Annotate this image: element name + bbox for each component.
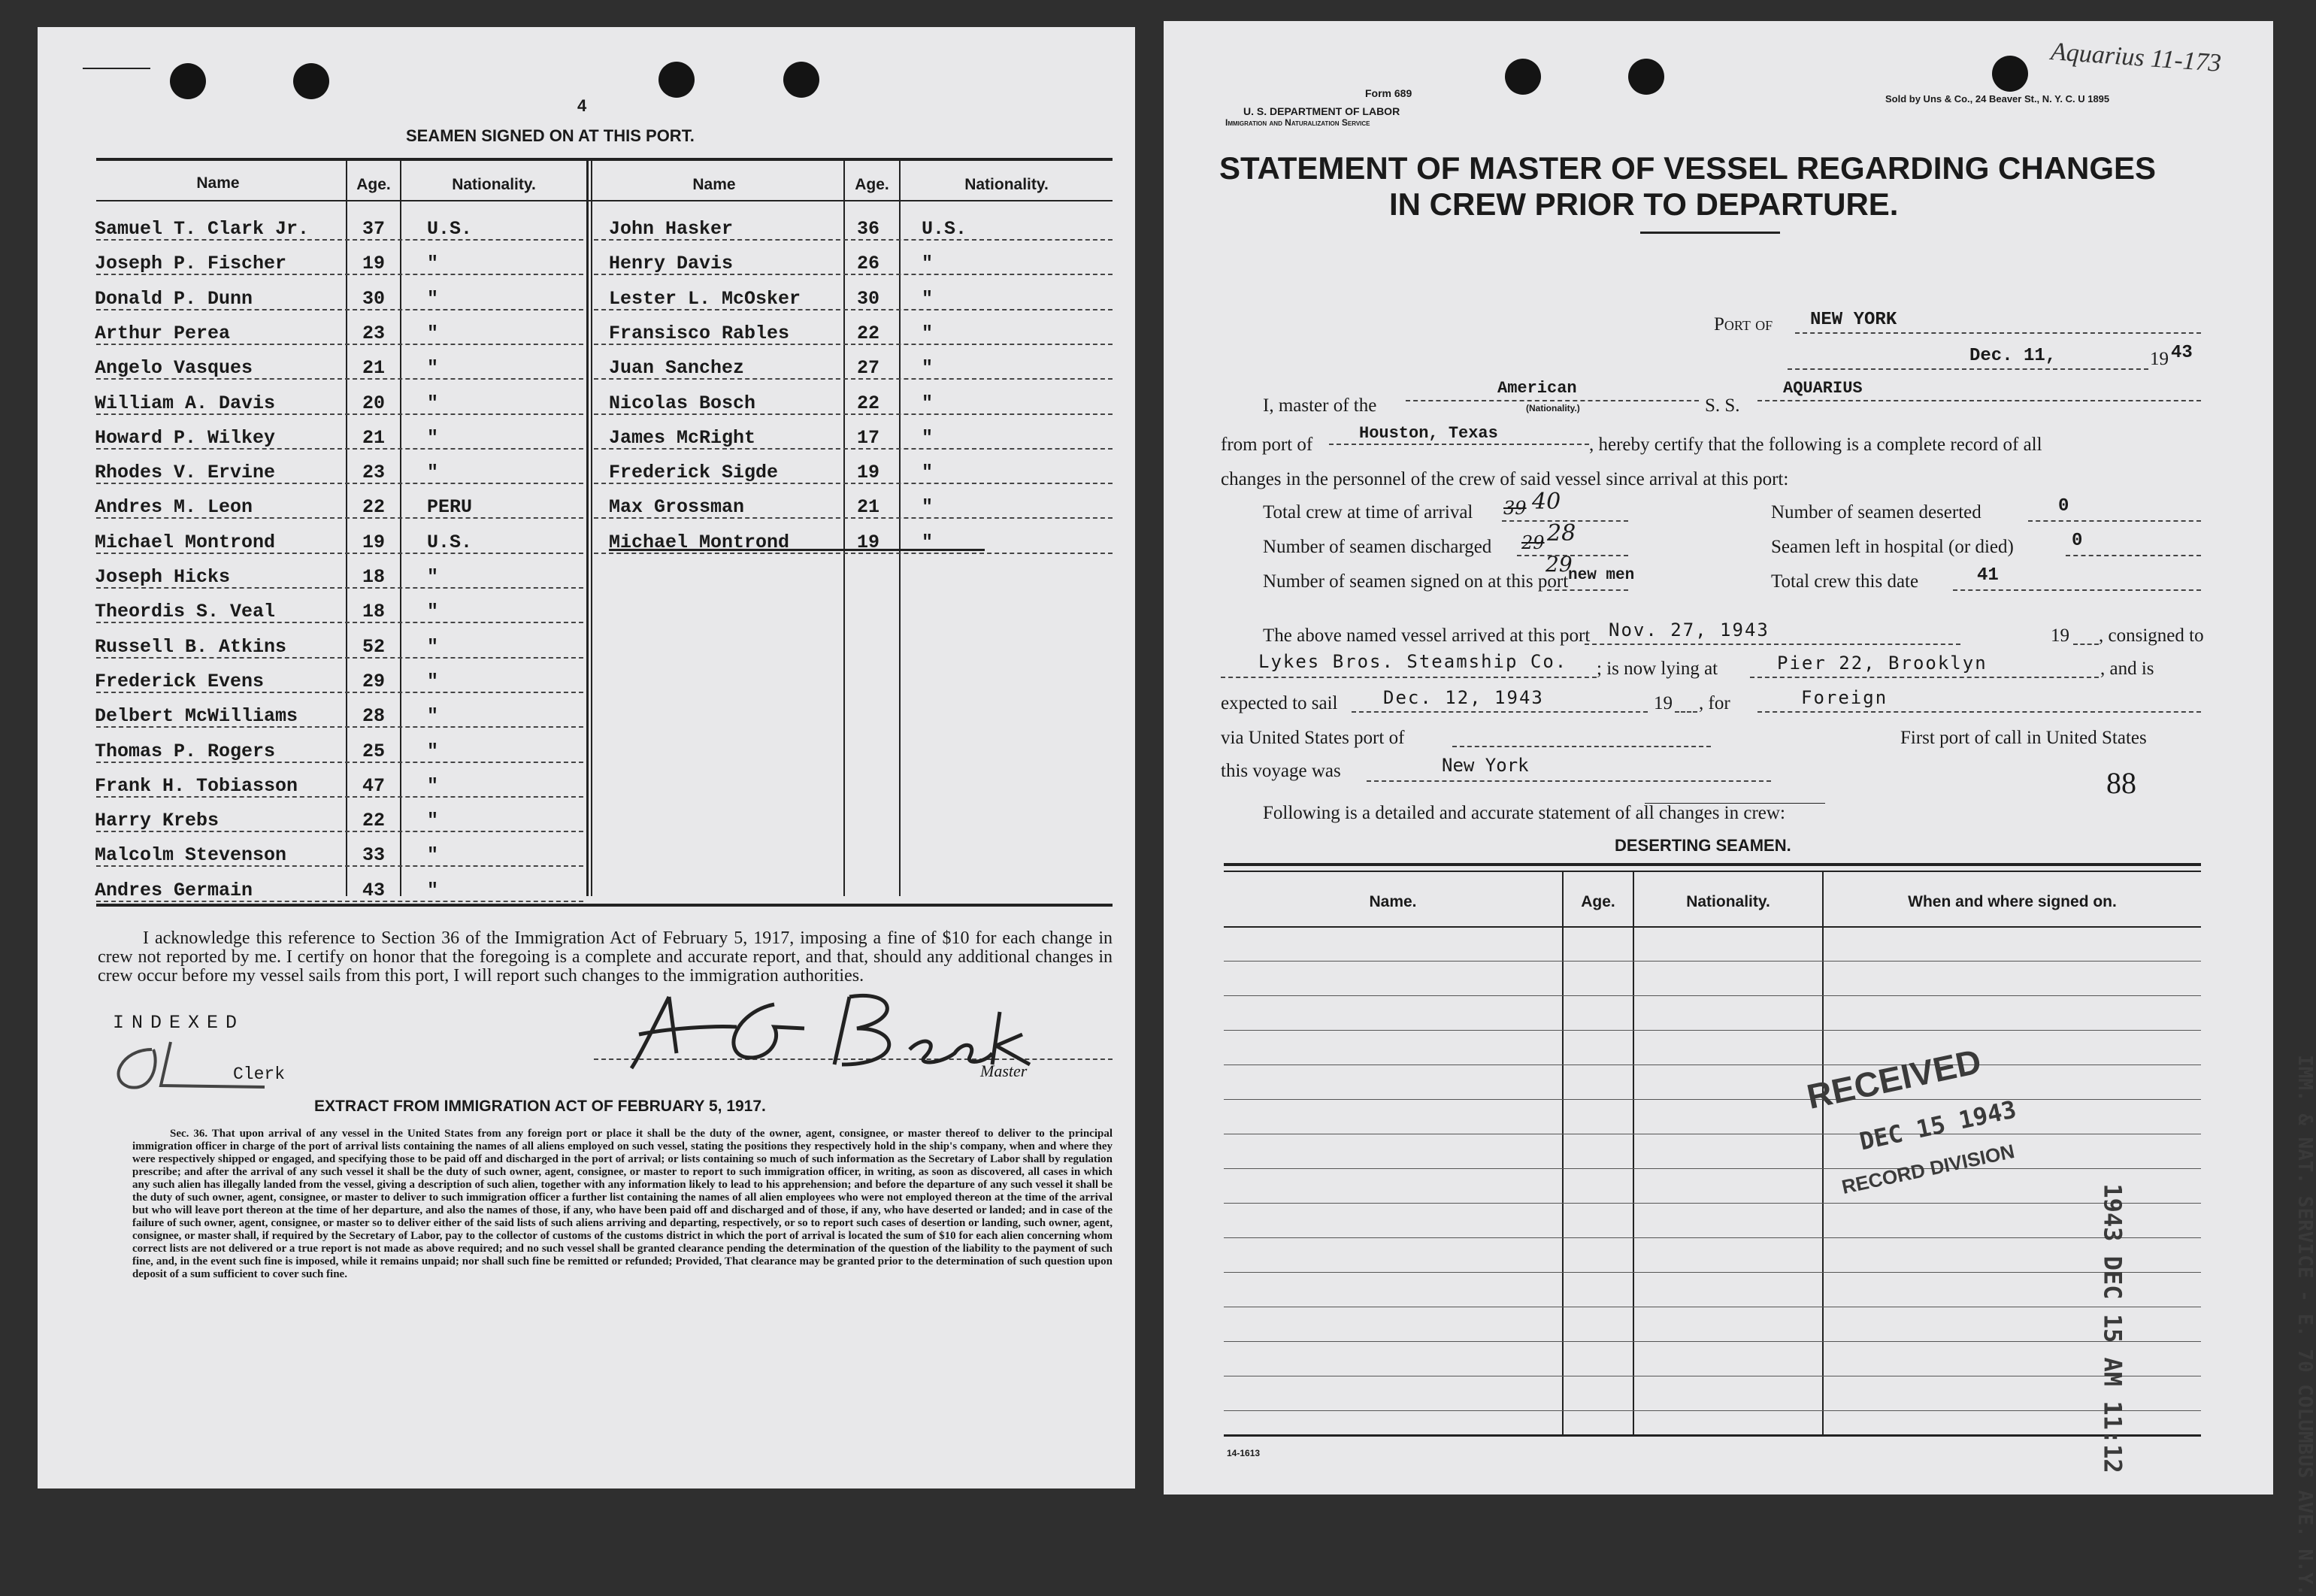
new-men-note: new men [1568, 567, 1635, 584]
total-crew-value: 40 [1532, 489, 1561, 515]
seaman-nationality: " [427, 670, 439, 692]
col-header-age: Age. [855, 176, 889, 193]
seaman-nationality: " [922, 322, 934, 344]
seaman-nationality: " [427, 635, 439, 658]
section-title: SEAMEN SIGNED ON AT THIS PORT. [406, 126, 695, 145]
row-rule [96, 831, 583, 832]
seaman-nationality: " [427, 253, 439, 275]
seaman-name: Frederick Sigde [609, 462, 779, 484]
seaman-nationality: U.S. [922, 218, 967, 240]
seaman-nationality: PERU [427, 496, 473, 519]
desert-row-rule [1224, 961, 2201, 962]
signed-on-label: Number of seamen signed on at this port [1263, 571, 1569, 592]
row-rule [594, 239, 1113, 241]
seaman-name: William A. Davis [95, 392, 276, 414]
seaman-nationality: " [427, 392, 439, 414]
record-division-stamp: RECORD DIVISION [1839, 1140, 2017, 1199]
master-label: Master [980, 1061, 1028, 1080]
deserting-title: DESERTING SEAMEN. [1615, 836, 1791, 855]
seaman-age: 22 [857, 322, 880, 344]
row-rule [96, 344, 583, 345]
row-rule [96, 378, 583, 380]
seaman-name: Frederick Evens [95, 670, 265, 692]
lying-text: ; is now lying at [1597, 659, 1718, 679]
seaman-age: 27 [857, 357, 880, 380]
seaman-age: 43 [362, 879, 386, 901]
seaman-name: Theordis S. Veal [95, 601, 276, 623]
date-value: Dec. 11, [1969, 346, 2057, 366]
punch-hole [293, 63, 329, 99]
seaman-nationality: " [922, 426, 934, 449]
seaman-name: Samuel T. Clark Jr. [95, 218, 310, 240]
desert-row-rule [1224, 1237, 2201, 1238]
certify-text: , hereby certify that the following is a complete record of all [1589, 435, 2042, 455]
seaman-age: 18 [362, 566, 386, 588]
seaman-name: Nicolas Bosch [609, 392, 756, 414]
port-of-value: NEW YORK [1810, 310, 1897, 330]
desert-header-when-where: When and where signed on. [1908, 893, 2117, 910]
seaman-age: 23 [362, 322, 386, 344]
signed-on-value: 29 [1546, 552, 1573, 577]
seaman-name: Angelo Vasques [95, 357, 253, 380]
arrived-text: The above named vessel arrived at this port [1263, 625, 1591, 646]
seaman-nationality: " [922, 357, 934, 380]
service-name: Immigration and Naturalization Service [1225, 117, 1370, 128]
seaman-name: Delbert McWilliams [95, 705, 298, 728]
expected-text: expected to sail [1221, 693, 1338, 713]
form-title-line-1: STATEMENT OF MASTER OF VESSEL REGARDING CHANGES [1219, 150, 2157, 186]
from-port-value: Houston, Texas [1359, 424, 1498, 443]
seaman-nationality: " [427, 322, 439, 344]
seaman-nationality: " [922, 496, 934, 519]
seaman-name: John Hasker [609, 218, 734, 240]
seaman-age: 22 [857, 392, 880, 414]
seaman-nationality: " [427, 566, 439, 588]
discharged-value: 28 [1547, 520, 1576, 547]
nationality-caption: (Nationality.) [1526, 403, 1580, 413]
row-rule [594, 553, 1113, 554]
department: U. S. DEPARTMENT OF LABOR [1243, 105, 1400, 117]
punch-hole [783, 62, 819, 98]
service-stamp-vertical: IMM. & NAT. SERVICE - E. 70 COLUMBUS AVE. N.Y. [2293, 1054, 2316, 1596]
col-header-nationality: Nationality. [964, 176, 1049, 193]
seaman-name: Joseph Hicks [95, 566, 231, 588]
seaman-age: 36 [857, 218, 880, 240]
seaman-nationality: " [427, 426, 439, 449]
consigned-text: , consigned to [2099, 625, 2204, 646]
seaman-nationality: " [922, 253, 934, 275]
seaman-name: Andres Germain [95, 879, 253, 901]
desert-row-rule [1224, 1168, 2201, 1169]
seaman-age: 21 [857, 496, 880, 519]
seaman-age: 18 [362, 601, 386, 623]
row-rule [96, 553, 583, 554]
seaman-nationality: " [427, 462, 439, 484]
seaman-age: 21 [362, 357, 386, 380]
seaman-age: 19 [362, 253, 386, 275]
row-rule [594, 517, 1113, 519]
seaman-name: Joseph P. Fischer [95, 253, 287, 275]
seaman-nationality: " [427, 879, 439, 901]
first-port-text: First port of call in United States [1900, 728, 2147, 748]
seaman-nationality: " [427, 705, 439, 728]
seaman-nationality: " [427, 810, 439, 832]
indexed-stamp: INDEXED [113, 1012, 245, 1034]
deserted-label: Number of seamen deserted [1771, 502, 1981, 522]
row-rule [594, 483, 1113, 484]
via-text: via United States port of [1221, 728, 1405, 748]
desert-header-age: Age. [1581, 893, 1615, 910]
page-reference-number: 88 [2106, 766, 2136, 800]
first-port-value: New York [1442, 755, 1529, 776]
desert-header-name: Name. [1369, 893, 1417, 910]
from-port-label: from port of [1221, 435, 1313, 455]
row-rule [594, 378, 1113, 380]
seaman-nationality: " [922, 462, 934, 484]
hospital-value: 0 [2072, 531, 2083, 551]
row-rule [96, 274, 583, 275]
year-value: 43 [2171, 343, 2193, 363]
seaman-age: 30 [857, 287, 880, 310]
row-rule [96, 517, 583, 519]
total-this-date-label: Total crew this date [1771, 571, 1919, 592]
seaman-name: Lester L. McOsker [609, 287, 801, 310]
seaman-name: Fransisco Rables [609, 322, 790, 344]
row-rule [96, 901, 583, 902]
row-rule [96, 692, 583, 693]
seaman-name: Rhodes V. Ervine [95, 462, 276, 484]
seaman-age: 47 [362, 774, 386, 797]
seaman-name: Max Grossman [609, 496, 745, 519]
seaman-nationality: " [922, 287, 934, 310]
changes-text: changes in the personnel of the crew of said vessel since arrival at this port: [1221, 469, 1789, 489]
arrived-date: Nov. 27, 1943 [1609, 619, 1770, 641]
row-rule [96, 309, 583, 310]
desert-row-rule [1224, 1099, 2201, 1100]
seaman-age: 19 [362, 531, 386, 553]
row-rule [96, 657, 583, 659]
seaman-name: Andres M. Leon [95, 496, 253, 519]
form-title-line-2: IN CREW PRIOR TO DEPARTURE. [1389, 186, 1899, 222]
seaman-nationality: U.S. [427, 531, 473, 553]
seaman-nationality: " [427, 774, 439, 797]
desert-row-rule [1224, 1272, 2201, 1273]
seaman-name: Donald P. Dunn [95, 287, 253, 310]
received-stamp: RECEIVED [1803, 1041, 1985, 1116]
seaman-name: Michael Montrond [95, 531, 276, 553]
row-rule [594, 413, 1113, 415]
master-of-label: I, master of the [1263, 395, 1377, 416]
seaman-age: 29 [362, 670, 386, 692]
seaman-nationality: " [427, 357, 439, 380]
punch-hole [1628, 59, 1664, 95]
punch-hole [658, 62, 695, 98]
row-rule [96, 762, 583, 763]
left-page [38, 27, 1135, 1488]
seaman-name: James McRight [609, 426, 756, 449]
seaman-age: 17 [857, 426, 880, 449]
and-is-text: , and is [2100, 659, 2154, 679]
desert-row-rule [1224, 1410, 2201, 1411]
desert-row-rule [1224, 1341, 2201, 1342]
seaman-name: Thomas P. Rogers [95, 740, 276, 762]
sold-by: Sold by Uns & Co., 24 Beaver St., N. Y. C. U 1895 [1885, 93, 2110, 104]
discharged-label: Number of seamen discharged [1263, 537, 1492, 557]
form-number: Form 689 [1365, 87, 1412, 99]
desert-header-nationality: Nationality. [1686, 893, 1770, 910]
row-rule [96, 622, 583, 623]
received-stamp-date: DEC 15 1943 [1857, 1095, 2019, 1156]
nineteen-label: 19 [2051, 625, 2069, 646]
footer-code: 14-1613 [1227, 1448, 1261, 1458]
total-crew-struck: 39 [1503, 498, 1527, 519]
seaman-age: 22 [362, 496, 386, 519]
punch-hole [1992, 56, 2028, 92]
seaman-age: 21 [362, 426, 386, 449]
row-rule [594, 274, 1113, 275]
time-stamp-vertical: 1943 DEC 15 AM 11:12 [2098, 1183, 2127, 1473]
seaman-name: Howard P. Wilkey [95, 426, 276, 449]
desert-row-rule [1224, 1030, 2201, 1031]
ss-label: S. S. [1705, 395, 1740, 416]
seaman-nationality: " [427, 740, 439, 762]
discharged-struck: 29 [1521, 532, 1545, 553]
seaman-name: Harry Krebs [95, 810, 219, 832]
desert-row-rule [1224, 1203, 2201, 1204]
row-rule [96, 865, 583, 867]
sail-date: Dec. 12, 1943 [1383, 687, 1544, 708]
row-rule [96, 483, 583, 484]
seaman-nationality: " [922, 531, 934, 553]
seaman-name: Russell B. Atkins [95, 635, 287, 658]
handwritten-file-ref: Aquarius 11-173 [2050, 38, 2223, 77]
seaman-age: 33 [362, 844, 386, 867]
year-prefix: 19 [2150, 349, 2169, 369]
port-of-label: Port of [1714, 314, 1773, 335]
page-number: 4 [577, 96, 587, 115]
deserted-value: 0 [2058, 496, 2069, 516]
seaman-age: 26 [857, 253, 880, 275]
row-rule [96, 726, 583, 728]
seaman-name: Henry Davis [609, 253, 734, 275]
row-rule [594, 344, 1113, 345]
total-crew-label: Total crew at time of arrival [1263, 502, 1473, 522]
seaman-name: Arthur Perea [95, 322, 231, 344]
row-rule [594, 448, 1113, 450]
nationality-value: American [1497, 379, 1577, 398]
col-header-age: Age. [356, 176, 391, 193]
for-text: , for [1699, 693, 1730, 713]
consignee-value: Lykes Bros. Steamship Co. [1258, 651, 1568, 672]
row-rule [96, 413, 583, 415]
seaman-nationality: " [427, 844, 439, 867]
vessel-name: AQUARIUS [1783, 379, 1863, 398]
extract-title: EXTRACT FROM IMMIGRATION ACT OF FEBRUARY 5, 1917. [314, 1098, 766, 1115]
total-this-date-value: 41 [1977, 565, 1999, 586]
seaman-age: 19 [857, 531, 880, 553]
extract-text: Sec. 36. That upon arrival of any vessel in the United States from any foreign port or place it shall be the duty of the owner, agent, consignee, or master thereof to deliver to the principal immigration officer in charge of the port of arrival lists containing the names of all aliens employed on such vessel, stating the positions they respectively hold in the ship's company, when and where they were respectively shipped or engaged, and specifying those to be paid off and discharged in the port of arrival; or lists containing so much of such information as the Secretary of Labor shall by regulation prescribe; and after the arrival of any such vessel it shall be the duty of such owner, agent, consignee, or master to report to such immigration officer, in writing, as soon as discovered, all cases in which any such alien has illegally landed from the vessel, giving a description of such alien, together with any information likely to lead to his apprehension; and before the departure of any such vessel it shall be the duty of such owner, agent, consignee, or master to deliver to such immigration officer a further list containing the names of all alien employees who were not employed thereon at the time of the arrival but who will leave port thereon at the time of her departure, and also the names of those, if any, who have been paid off and discharged and of those, if any, who have deserted or landed; and in case of the failure of such owner, agent, consignee, or master so to deliver either of the said lists of such aliens arriving and departing, respectively, or so to report such cases of desertion or landing, such owner, agent, consignee, or master shall, if required by the Secretary of Labor, pay to the collector of customs of the customs district in which the port of arrival is located the sum of $10 for each alien concerning whom correct lists are not delivered or a true report is not made as above required; and no such vessel shall be granted clearance pending the determination of the question of the liability to the payment of such fine, and, in the event such fine is imposed, while it remains unpaid; nor shall such fine be remitted or refunded; Provided, That clearance may be granted prior to the determination of such question upon deposit of a sum sufficient to cover such fine. [132, 1128, 1113, 1280]
seaman-age: 52 [362, 635, 386, 658]
row-rule [594, 309, 1113, 310]
seaman-name: Juan Sanchez [609, 357, 745, 380]
nineteen-label: 19 [1654, 693, 1673, 713]
strike-line [609, 549, 985, 551]
row-rule [96, 796, 583, 798]
seaman-name: Michael Montrond [609, 531, 790, 553]
seaman-age: 30 [362, 287, 386, 310]
seaman-age: 37 [362, 218, 386, 240]
punch-hole [1505, 59, 1541, 95]
col-header-name: Name [196, 174, 240, 192]
row-rule [96, 239, 583, 241]
destination-value: Foreign [1801, 687, 1888, 708]
seaman-age: 19 [857, 462, 880, 484]
seaman-nationality: " [922, 392, 934, 414]
punch-hole [170, 63, 206, 99]
seaman-age: 22 [362, 810, 386, 832]
seaman-age: 25 [362, 740, 386, 762]
row-rule [96, 587, 583, 589]
seaman-name: Malcolm Stevenson [95, 844, 287, 867]
following-text: Following is a detailed and accurate statement of all changes in crew: [1263, 803, 1785, 823]
clerk-label: Clerk [233, 1065, 286, 1084]
right-page [1164, 21, 2316, 1596]
col-header-name: Name [692, 176, 736, 193]
seaman-age: 23 [362, 462, 386, 484]
row-rule [96, 448, 583, 450]
seaman-age: 28 [362, 705, 386, 728]
seaman-name: Frank H. Tobiasson [95, 774, 298, 797]
col-header-nationality: Nationality. [452, 176, 536, 193]
seaman-nationality: " [427, 287, 439, 310]
acknowledgment-text: I acknowledge this reference to Section 36 of the Immigration Act of February 5, 1917, imposing a fine of $10 for each change in crew not reported by me. I certify on honor that the foregoing is a complete and accurate report, and that, should any additional changes in crew occur before my vessel sails from this port, I will report such changes to the immigration authorities. [98, 928, 1113, 986]
hospital-label: Seamen left in hospital (or died) [1771, 537, 2014, 557]
lying-at-value: Pier 22, Brooklyn [1777, 653, 1988, 674]
seaman-nationality: " [427, 601, 439, 623]
voyage-text: this voyage was [1221, 761, 1341, 781]
desert-row-rule [1224, 995, 2201, 996]
seaman-age: 20 [362, 392, 386, 414]
seaman-nationality: U.S. [427, 218, 473, 240]
